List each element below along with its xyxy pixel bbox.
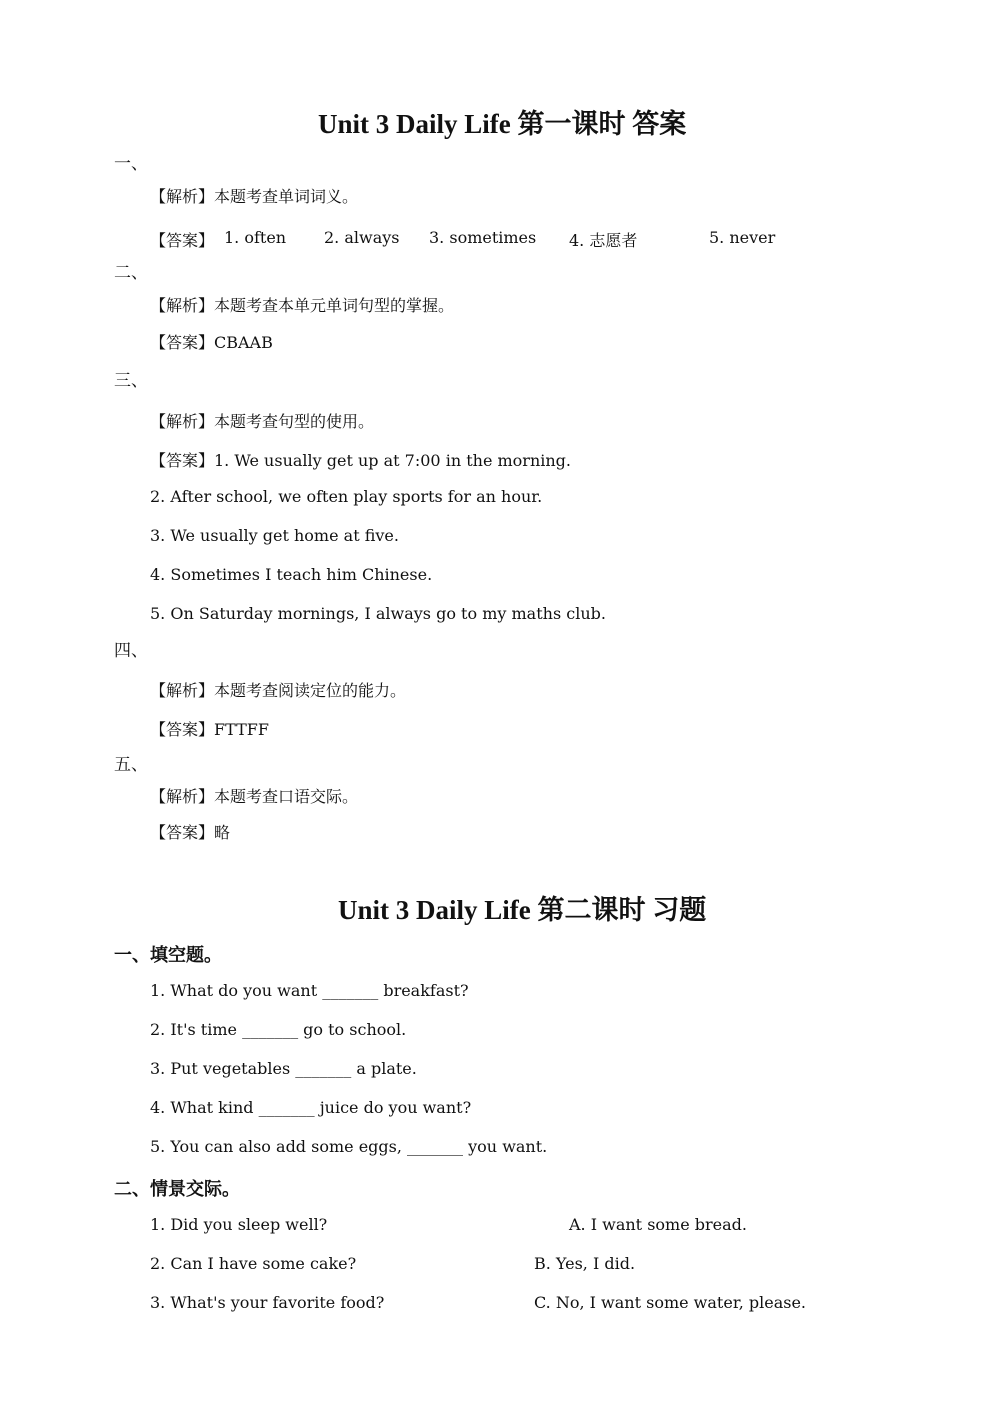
part-1-answer-2: 2. always [324, 228, 400, 247]
part-1-answer-4: 4. 志愿者 [569, 231, 638, 250]
part-3-number: 三、 [114, 371, 148, 391]
part-2-analysis: 【解析】本题考查本单元单词句型的掌握。 [150, 296, 455, 315]
part-1-answer-5: 5. never [709, 228, 776, 247]
dialogue-question-1: 1. Did you sleep well? [150, 1215, 328, 1234]
part-3-line-5: 5. On Saturday mornings, I always go to my maths club. [150, 604, 606, 623]
dialogue-option-a: A. I want some bread. [569, 1215, 747, 1234]
part-1-number: 一、 [114, 154, 148, 174]
dialogue-option-c: C. No, I want some water, please. [534, 1293, 807, 1312]
part-2-number: 二、 [114, 263, 148, 283]
part-3-line-2: 2. After school, we often play sports for an hour. [150, 487, 543, 506]
fill-blank-item-2: 2. It's time _______ go to school. [150, 1020, 407, 1039]
dialogue-question-2: 2. Can I have some cake? [150, 1254, 357, 1273]
fill-blank-item-3: 3. Put vegetables _______ a plate. [150, 1059, 417, 1078]
part-4-number: 四、 [114, 641, 148, 661]
part-1-answer-label: 【答案】 [150, 231, 215, 250]
fill-blank-item-1: 1. What do you want _______ breakfast? [150, 981, 469, 1000]
part-3-line-4: 4. Sometimes I teach him Chinese. [150, 565, 433, 584]
part-2-answer: 【答案】CBAAB [150, 333, 273, 352]
part-3-line-3: 3. We usually get home at five. [150, 526, 399, 545]
part-5-number: 五、 [114, 755, 148, 775]
fill-blank-heading: 一、填空题。 [114, 945, 222, 966]
dialogue-heading: 二、情景交际。 [114, 1179, 240, 1200]
part-1-answer-3: 3. sometimes [429, 228, 537, 247]
exercise-section-title: Unit 3 Daily Life 第二课时 习题 [338, 895, 707, 925]
fill-blank-item-4: 4. What kind _______ juice do you want? [150, 1098, 472, 1117]
part-4-answer: 【答案】FTTFF [150, 720, 269, 739]
answer-section-title: Unit 3 Daily Life 第一课时 答案 [318, 109, 687, 139]
part-3-answer: 【答案】1. We usually get up at 7:00 in the morning. [150, 451, 572, 470]
part-4-analysis: 【解析】本题考查阅读定位的能力。 [150, 681, 407, 700]
part-5-answer: 【答案】略 [150, 823, 231, 842]
part-3-analysis: 【解析】本题考查句型的使用。 [150, 412, 375, 431]
dialogue-question-3: 3. What's your favorite food? [150, 1293, 385, 1312]
fill-blank-item-5: 5. You can also add some eggs, _______ you want. [150, 1137, 548, 1156]
dialogue-option-b: B. Yes, I did. [534, 1254, 636, 1273]
part-1-analysis: 【解析】本题考查单词词义。 [150, 187, 359, 206]
part-1-answer-1: 1. often [224, 228, 287, 247]
part-5-analysis: 【解析】本题考查口语交际。 [150, 787, 359, 806]
